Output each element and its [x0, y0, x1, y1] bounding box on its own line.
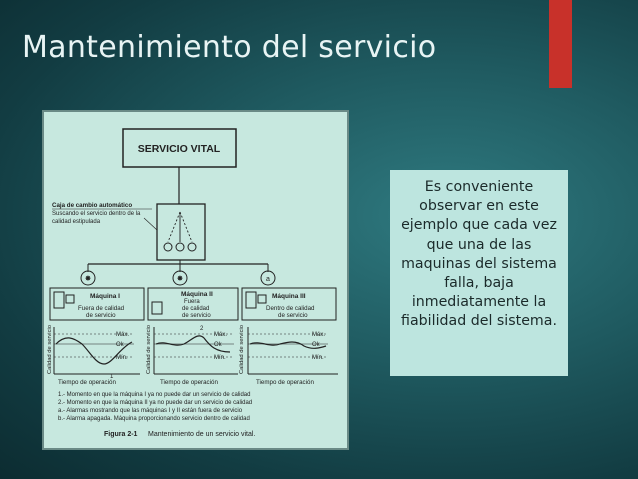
note-4: b.- Alarma apagada. Máquina proporcionando servicio dentro de calidad [58, 416, 250, 422]
switch-label-2: Suscando el servicio dentro de la [52, 211, 141, 217]
switch-contact-3 [188, 243, 196, 251]
g1-axis-y: Calidad de servicio [47, 325, 53, 374]
switch-label-1: Caja de cambio automático [52, 202, 133, 209]
switch-contact-2 [176, 243, 184, 251]
machine-2-name: Máquina II [181, 291, 213, 298]
machine-1-name: Máquina I [90, 293, 120, 300]
g2-min: Mín. [214, 355, 226, 361]
graph-machine-3 [248, 327, 338, 374]
diagram-canvas [44, 112, 347, 448]
g3-max: Máx. [312, 332, 326, 338]
g3-axis-y: Calidad de servicio [239, 325, 245, 374]
g3-min: Mín. [312, 355, 324, 361]
accent-bar [549, 0, 572, 88]
explanation-note: Es conveniente observar en este ejemplo que cada vez que una de las maquinas del sistema falla, baja inmediatamente la fiabilidad del sistema. [390, 170, 568, 376]
caption-label: Figura 2-1 [104, 431, 138, 438]
g3-axis-x: Tiempo de operación [256, 379, 314, 386]
svg-text:✸: ✸ [84, 274, 92, 283]
switch-contact-1 [164, 243, 172, 251]
graph-machine-2 [154, 326, 238, 374]
svg-text:2: 2 [200, 326, 204, 332]
switch-label-3: calidad estipulada [52, 219, 101, 225]
svg-text:1: 1 [110, 374, 114, 380]
machine-2-status-2: de calidad [182, 306, 210, 312]
g2-axis-x: Tiempo de operación [160, 379, 218, 386]
note-3: a.- Alarmas mostrando que las máquinas I y II están fuera de servicio [58, 408, 243, 414]
machine-3-status-1: Dentro de calidad [266, 305, 315, 312]
g3-ok: Ok [312, 342, 320, 348]
note-1: 1.- Momento en que la máquina I ya no puede dar un servicio de calidad [58, 392, 251, 398]
machine-3-status-2: de servicio [278, 312, 308, 319]
svg-text:a: a [266, 276, 270, 283]
machine-1-status-2: de servicio [86, 312, 116, 319]
slide-title: Mantenimiento del servicio [22, 30, 437, 65]
service-box-label: SERVICIO VITAL [137, 143, 221, 155]
g1-max: Máx. [116, 332, 130, 338]
g1-min: Mín. [116, 355, 128, 361]
svg-text:✸: ✸ [176, 274, 184, 283]
machine-1-status-1: Fuera de calidad [78, 305, 125, 312]
g2-axis-y: Calidad de servicio [146, 325, 152, 374]
caption-text: Mantenimiento de un servicio vital. [148, 431, 256, 438]
machine-2-status-1: Fuera [184, 299, 200, 305]
g1-ok: Ok [116, 342, 124, 348]
machine-2-status-3: de servicio [182, 313, 211, 319]
switch-box [157, 204, 205, 260]
machine-3-name: Máquina III [272, 293, 306, 300]
diagram-figure [42, 110, 349, 450]
g2-max: Máx. [214, 332, 228, 338]
note-2: 2.- Momento en que la máquina II ya no puede dar un servicio de calidad [58, 400, 253, 406]
g1-axis-x: Tiempo de operación [58, 379, 116, 386]
graph-machine-1 [54, 327, 140, 380]
g2-ok: Ok [214, 342, 222, 348]
